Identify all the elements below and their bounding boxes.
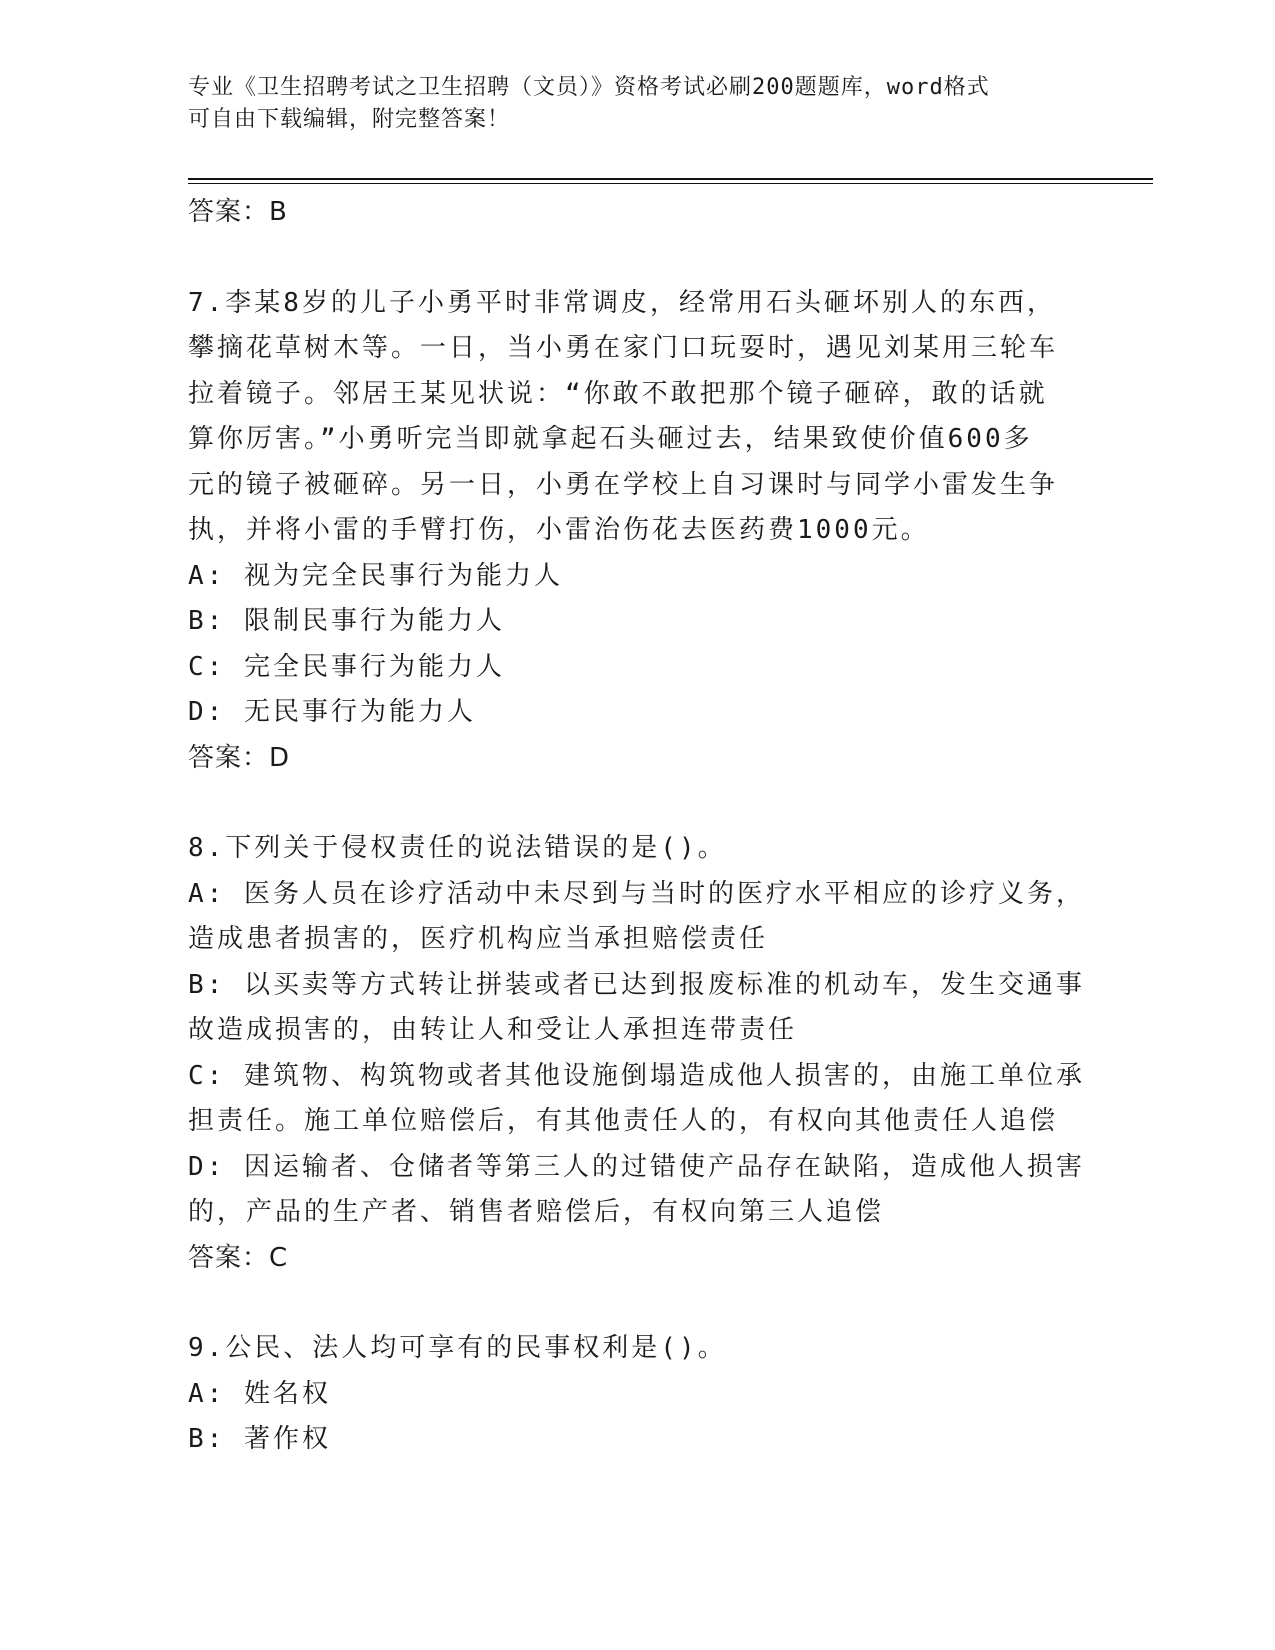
option-a: A: 视为完全民事行为能力人: [188, 560, 563, 591]
option-d-continued: 的，产品的生产者、销售者赔偿后，有权向第三人追偿: [188, 1197, 885, 1227]
question-text-line: 9.公民、法人均可享有的民事权利是()。: [188, 1333, 727, 1363]
header-line: 可自由下载编辑，附完整答案！: [188, 107, 511, 132]
option-c: C: 建筑物、构筑物或者其他设施倒塌造成他人损害的，由施工单位承: [188, 1060, 1085, 1091]
question-text-line: 7.李某8岁的儿子小勇平时非常调皮，经常用石头砸坏别人的东西，: [188, 287, 1056, 318]
spacer: [188, 236, 1088, 281]
question-content: [188, 190, 1088, 1463]
option-d: D: 无民事行为能力人: [188, 697, 476, 727]
question-9: [188, 1326, 1088, 1463]
header-rule-thin: [188, 183, 1153, 184]
question-text-line: 拉着镜子。邻居王某见状说：“你敢不敢把那个镜子砸碎，敢的话就: [188, 378, 1048, 409]
header-line: 专业《卫生招聘考试之卫生招聘（文员）》资格考试必刷200题题库，word格式: [188, 75, 990, 100]
question-text-line: 8.下列关于侵权责任的说法错误的是()。: [188, 833, 727, 863]
option-b: B: 著作权: [188, 1424, 331, 1454]
option-c: C: 完全民事行为能力人: [188, 651, 505, 682]
option-b: B: 限制民事行为能力人: [188, 606, 505, 636]
spacer: [188, 1281, 1088, 1326]
answer-q8: 答案：C: [188, 1242, 289, 1273]
option-a: A: 医务人员在诊疗活动中未尽到与当时的医疗水平相应的诊疗义务，: [188, 878, 1085, 909]
header-rule-thick: [188, 178, 1153, 180]
question-7: [188, 281, 1088, 782]
option-a-continued: 造成患者损害的，医疗机构应当承担赔偿责任: [188, 924, 769, 954]
question-text-line: 算你厉害。”小勇听完当即就拿起石头砸过去，结果致使价值600多: [188, 424, 1033, 454]
option-d: D: 因运输者、仓储者等第三人的过错使产品存在缺陷，造成他人损害: [188, 1151, 1085, 1182]
answer-q6: 答案：B: [188, 197, 288, 227]
question-text-line: 攀摘花草树木等。一日，当小勇在家门口玩耍时，遇见刘某用三轮车: [188, 333, 1059, 363]
option-a: A: 姓名权: [188, 1378, 331, 1409]
question-text-line: 执，并将小雷的手臂打伤，小雷治伤花去医药费1000元。: [188, 515, 930, 545]
question-8: [188, 826, 1088, 1281]
option-b-continued: 故造成损害的，由转让人和受让人承担连带责任: [188, 1015, 798, 1045]
spacer: [188, 781, 1088, 826]
option-b: B: 以买卖等方式转让拼装或者已达到报废标准的机动车，发生交通事: [188, 969, 1085, 1000]
question-text-line: 元的镜子被砸碎。另一日，小勇在学校上自习课时与同学小雷发生争: [188, 469, 1059, 500]
page-header: [188, 72, 1068, 136]
option-c-continued: 担责任。施工单位赔偿后，有其他责任人的，有权向其他责任人追偿: [188, 1106, 1059, 1136]
answer-q7: 答案：D: [188, 742, 291, 773]
